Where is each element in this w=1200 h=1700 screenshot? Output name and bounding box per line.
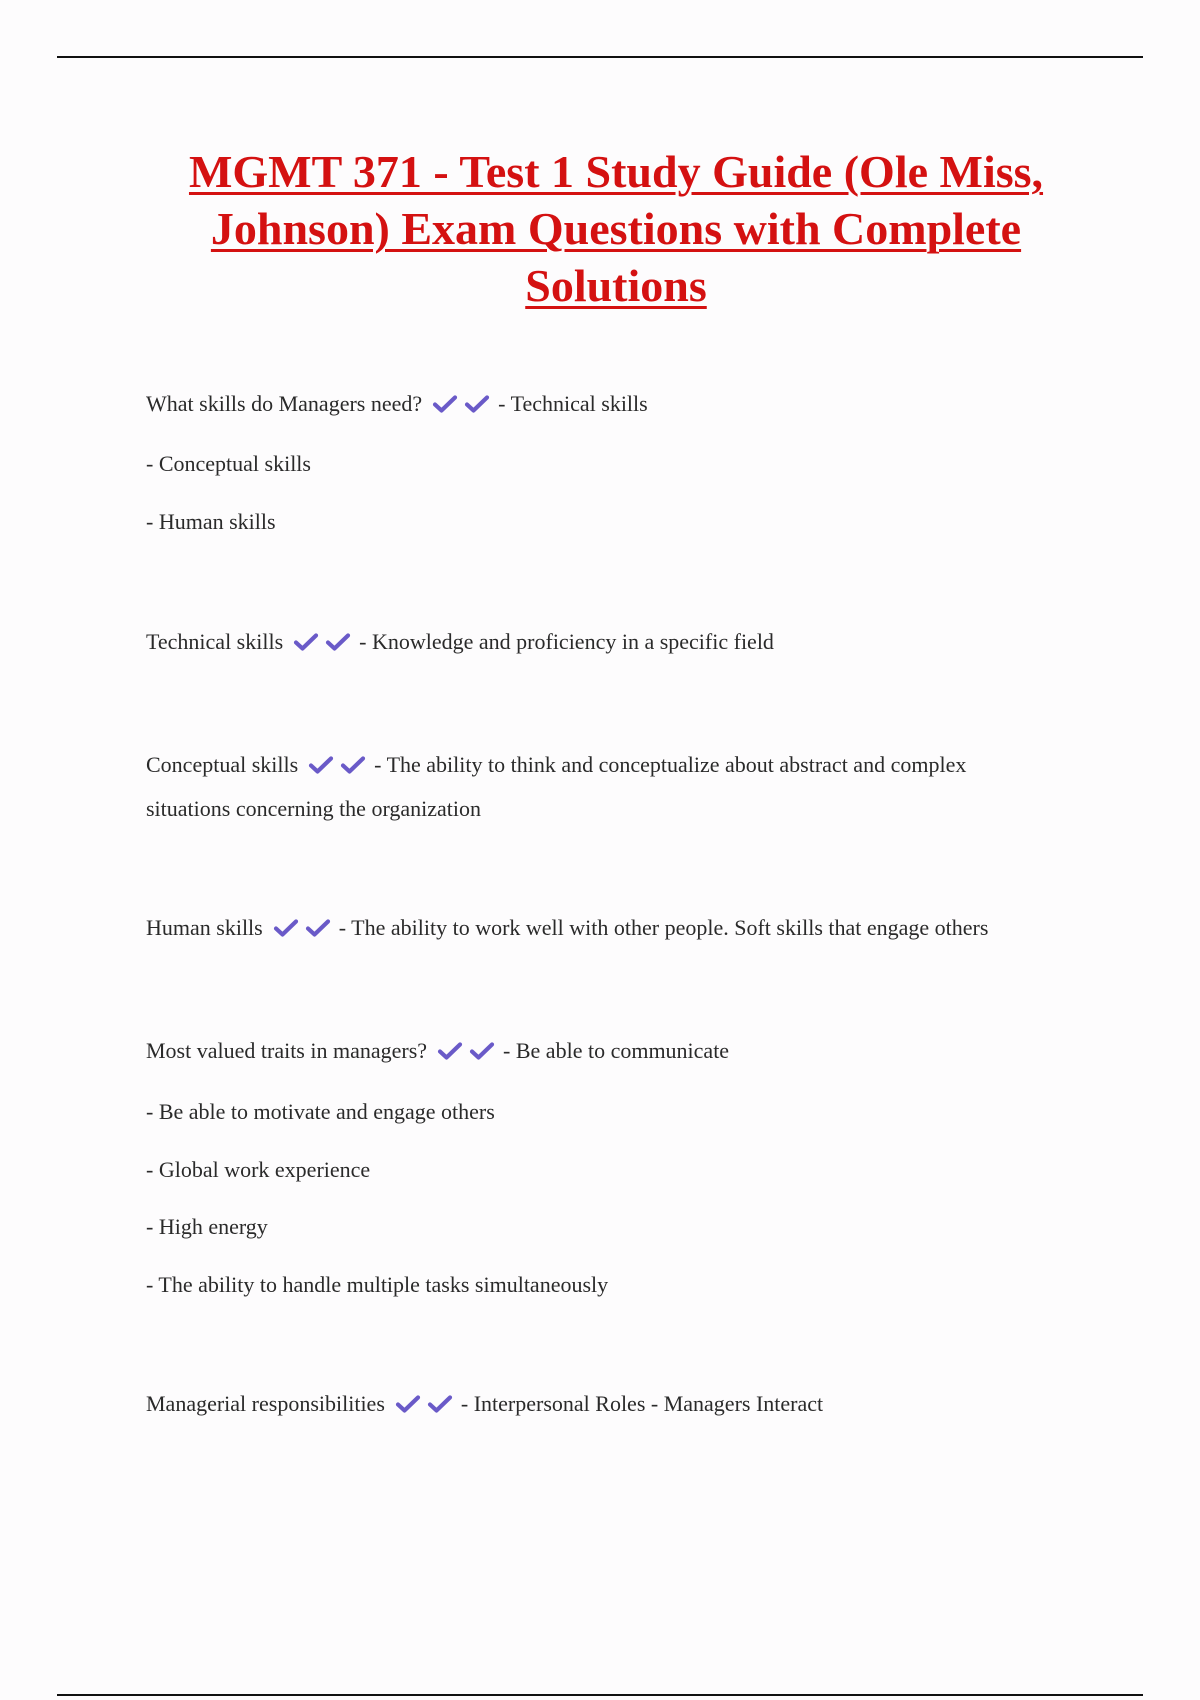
answer-text: - The ability to think and conceptualize about abstract and complex	[374, 752, 967, 777]
footer-rule	[57, 1694, 1143, 1696]
check-icon	[427, 1394, 453, 1414]
answer-text: - Be able to communicate	[503, 1038, 730, 1063]
question-text: Managerial responsibilities	[146, 1391, 385, 1416]
answer-text: - Interpersonal Roles - Managers Interact	[460, 1391, 824, 1416]
question-text: Most valued traits in managers?	[146, 1038, 428, 1063]
title-line-2: Johnson) Exam Questions with Complete	[210, 203, 1022, 254]
title-line-1: MGMT 371 - Test 1 Study Guide (Ole Miss,	[188, 146, 1044, 197]
check-icon	[432, 394, 458, 414]
answer-marker	[273, 917, 337, 945]
qa-item-first-line	[146, 914, 1096, 945]
qa-item-first-line	[146, 751, 1096, 782]
check-icon	[325, 632, 351, 652]
qa-item-first-line	[146, 390, 1096, 421]
qa-item-first-line	[146, 628, 1096, 659]
answer-continuation-line: - Global work experience	[146, 1157, 371, 1182]
document-title	[120, 143, 1112, 314]
question-text: Conceptual skills	[146, 752, 299, 777]
check-icon	[305, 918, 331, 938]
check-icon	[469, 1041, 495, 1061]
answer-marker	[437, 1040, 501, 1068]
answer-text: - Technical skills	[498, 391, 648, 416]
answer-continuation-line: situations concerning the organization	[146, 796, 482, 821]
answer-continuation-line: - Conceptual skills	[146, 451, 311, 476]
title-line-3: Solutions	[525, 260, 707, 311]
answer-continuation-line: - Be able to motivate and engage others	[146, 1099, 495, 1124]
check-icon	[340, 755, 366, 775]
qa-item-first-line	[146, 1037, 1096, 1068]
check-icon	[273, 918, 299, 938]
check-icon	[308, 755, 334, 775]
check-icon	[464, 394, 490, 414]
check-icon	[437, 1041, 463, 1061]
answer-marker	[432, 393, 496, 421]
check-icon	[293, 632, 319, 652]
answer-continuation-line: - The ability to handle multiple tasks simultaneously	[146, 1272, 609, 1297]
header-rule	[57, 56, 1143, 58]
question-text: What skills do Managers need?	[146, 391, 423, 416]
answer-continuation-line: - Human skills	[146, 509, 276, 534]
answer-continuation-line: - High energy	[146, 1214, 268, 1239]
check-icon	[395, 1394, 421, 1414]
answer-text: - Knowledge and proficiency in a specific field	[359, 629, 774, 654]
answer-marker	[293, 631, 357, 659]
answer-marker	[308, 754, 372, 782]
qa-item-first-line	[146, 1390, 1096, 1421]
answer-marker	[395, 1393, 459, 1421]
answer-text: - The ability to work well with other people. Soft skills that engage others	[338, 915, 989, 940]
question-text: Human skills	[146, 915, 263, 940]
question-text: Technical skills	[146, 629, 284, 654]
